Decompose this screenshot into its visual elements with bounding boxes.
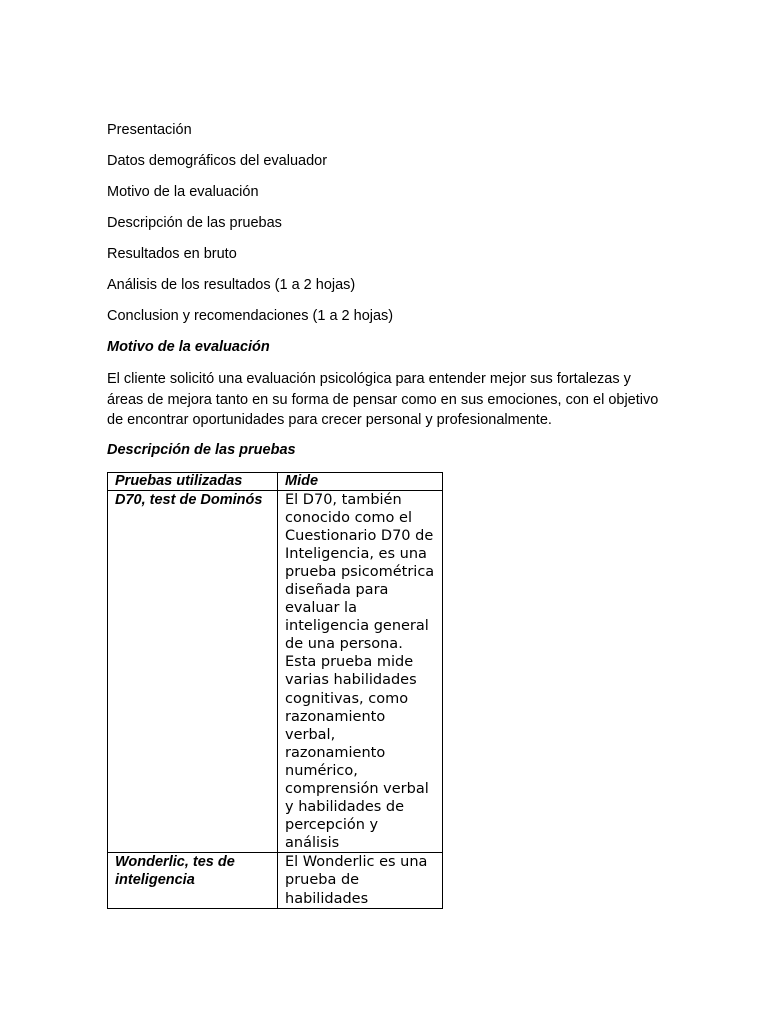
toc-item-presentacion: Presentación <box>107 122 192 138</box>
test-name-cell: Wonderlic, tes de inteligencia <box>108 853 278 908</box>
test-name-cell: D70, test de Dominós <box>108 490 278 853</box>
header-pruebas-utilizadas: Pruebas utilizadas <box>108 472 278 490</box>
toc-item-motivo: Motivo de la evaluación <box>107 184 259 200</box>
descripcion-heading: Descripción de las pruebas <box>107 441 296 458</box>
table-of-contents <box>107 122 667 325</box>
toc-item-analisis: Análisis de los resultados (1 a 2 hojas) <box>107 277 356 293</box>
test-description-cell: El Wonderlic es una prueba de habilidades <box>278 853 443 908</box>
motivo-heading: Motivo de la evaluación <box>107 339 270 355</box>
header-mide: Mide <box>278 472 443 490</box>
toc-item-descripcion: Descripción de las pruebas <box>107 215 282 231</box>
toc-item-resultados: Resultados en bruto <box>107 246 237 262</box>
table-header-row <box>108 472 443 490</box>
table-row <box>108 853 443 908</box>
toc-item-conclusion: Conclusion y recomendaciones (1 a 2 hojas) <box>107 308 394 324</box>
table-row <box>108 490 443 853</box>
test-description-cell: El D70, también conocido como el Cuestionario D70 de Inteligencia, es una prueba psicométrica diseñada para evaluar la inteligencia general de una persona. Esta prueba mide varias habilidades cognitivas, como razonamiento verbal, razonamiento numérico, comprensión verbal y habilidades de percepción y análisis <box>278 490 443 853</box>
motivo-paragraph: El cliente solicitó una evaluación psicológica para entender mejor sus fortalezas y áreas de mejora tanto en su forma de pensar como en sus emociones, con el objetivo de encontrar oportunidades para crecer personal y profesionalmente. <box>107 371 659 428</box>
document-page <box>107 122 667 909</box>
tests-table <box>107 472 443 909</box>
toc-item-datos-demograficos: Datos demográficos del evaluador <box>107 153 328 169</box>
